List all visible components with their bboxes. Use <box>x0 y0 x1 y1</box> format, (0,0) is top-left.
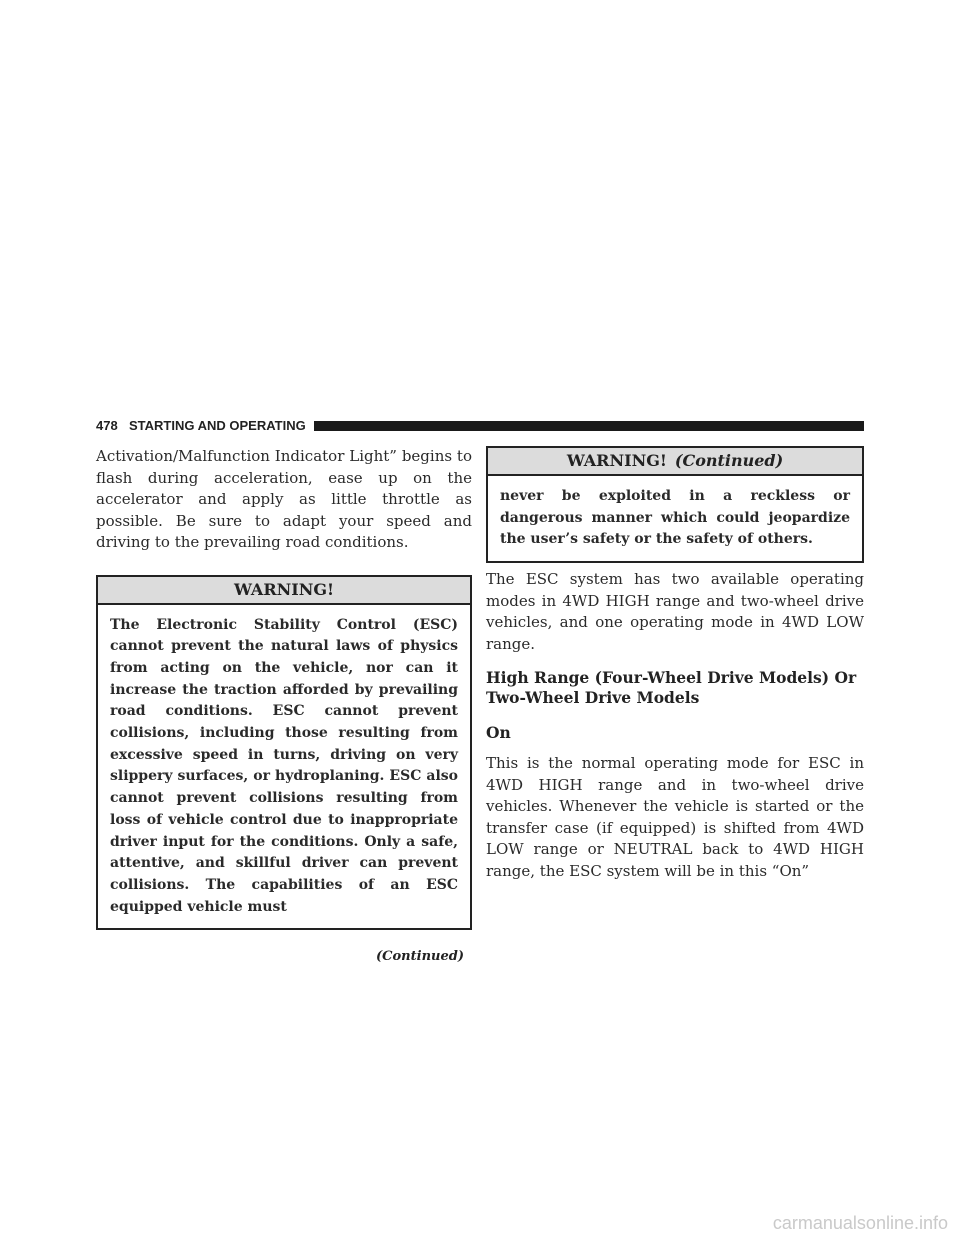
warning-header-continued <box>488 448 862 476</box>
left-column <box>96 446 472 964</box>
warning-box-continued <box>486 446 864 563</box>
warning-text: The Electronic Stability Control (ESC) cannot prevent the natural laws of physics from acting on the vehicle, nor can it increase the traction afforded by prevailing road conditions. ESC cannot prevent collisions, including those resulting from excessive speed in turns, driving on very slippery surfaces, or hydroplaning. ESC also cannot prevent collisions resulting from loss of vehicle control due to inappropriate driver input for the conditions. Only a safe, attentive, and skillful driver can prevent collisions. The capabilities of an ESC equipped vehicle must <box>110 616 458 915</box>
intro-paragraph: Activation/Malfunction Indicator Light” begins to flash during acceleration, ease up on the accelerator and apply as little throttle as possible. Be sure to adapt your speed and driving to the prevailing road conditions. <box>96 447 472 551</box>
warning-header <box>98 577 470 605</box>
on-mode-paragraph: This is the normal operating mode for ESC in 4WD HIGH range and in two-wheel drive vehicles. Whenever the vehicle is started or the transfer case (if equipped) is shifted from 4WD LOW range or NEUTRAL back to 4WD HIGH range, the ESC system will be in this “On” <box>486 754 864 880</box>
heading-on: On <box>486 723 511 743</box>
section-title: STARTING AND OPERATING <box>129 418 306 433</box>
right-column <box>486 446 864 882</box>
heading-high-range <box>486 668 864 708</box>
page-number: 478 <box>96 418 118 433</box>
warning-title: WARNING! <box>233 579 335 599</box>
warning-box-esc <box>96 575 472 931</box>
heading-high-range-line1: High Range (Four-Wheel Drive Models) Or <box>486 668 857 688</box>
esc-modes-paragraph: The ESC system has two available operating modes in 4WD HIGH range and two-wheel drive vehicles, and one operating mode in 4WD LOW range. <box>486 570 864 653</box>
warning-continued-tag: (Continued) <box>674 451 784 470</box>
warning-text-continued: never be exploited in a reckless or dangerous manner which could jeopardize the user’s safety or the safety of others. <box>500 488 850 548</box>
warning-title-continued: WARNING! <box>566 451 667 470</box>
heading-high-range-line2: Two-Wheel Drive Models <box>486 688 700 708</box>
page-header <box>96 416 864 436</box>
watermark: carmanualsonline.info <box>772 1213 948 1233</box>
header-rule <box>314 421 864 431</box>
continued-label: (Continued) <box>376 949 464 965</box>
